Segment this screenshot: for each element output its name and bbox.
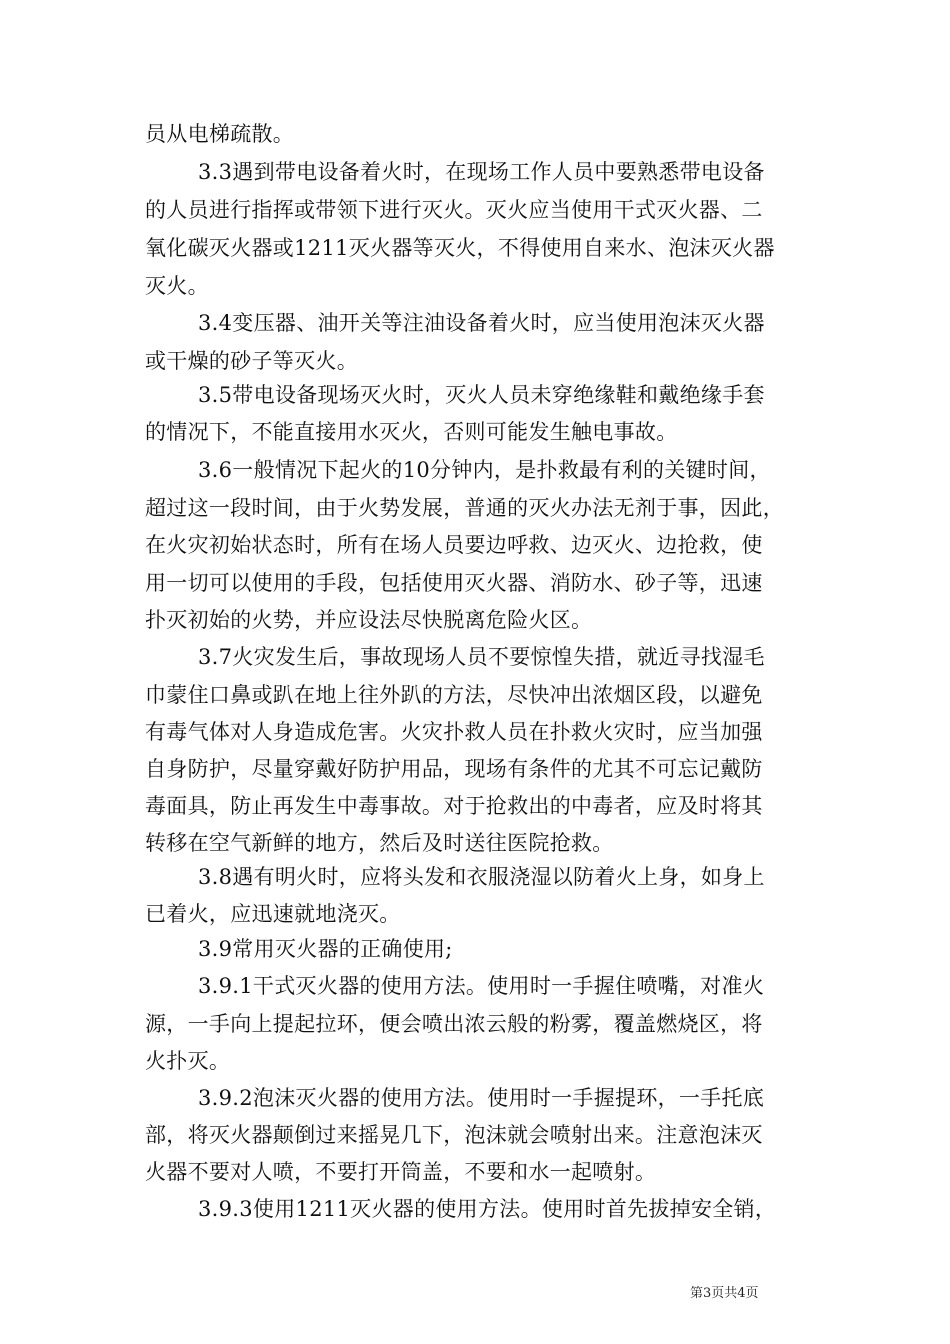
text-line: 在火灾初始状态时，所有在场人员要边呼救、边灭火、边抢救，使 (145, 533, 763, 557)
text-line: 已着火，应迅速就地浇灭。 (145, 902, 401, 926)
text-line: 的人员进行指挥或带领下进行灭火。灭火应当使用干式灭火器、二 (145, 198, 763, 222)
text-line: 源，一手向上提起拉环，便会喷出浓云般的粉雾，覆盖燃烧区，将 (145, 1012, 763, 1036)
text-line: 3.4变压器、油开关等注油设备着火时，应当使用泡沫灭火器 (198, 311, 765, 335)
text-line: 转移在空气新鲜的地方，然后及时送往医院抢救。 (145, 831, 614, 855)
text-line: 火扑灭。 (145, 1049, 231, 1073)
text-line: 3.9.1干式灭火器的使用方法。使用时一手握住喷嘴，对准火 (198, 974, 765, 998)
text-line: 3.6一般情况下起火的10分钟内，是扑救最有利的关键时间， (198, 458, 771, 482)
text-line: 3.7火灾发生后，事故现场人员不要惊惶失措，就近寻找湿毛 (198, 645, 765, 669)
text-line: 3.3遇到带电设备着火时，在现场工作人员中要熟悉带电设备 (198, 160, 765, 184)
text-line: 3.5带电设备现场灭火时，灭火人员未穿绝缘鞋和戴绝缘手套 (198, 383, 765, 407)
text-line: 火器不要对人喷，不要打开筒盖，不要和水一起喷射。 (145, 1160, 657, 1184)
text-line: 3.8遇有明火时，应将头发和衣服浇湿以防着火上身，如身上 (198, 865, 765, 889)
page-number-footer: 第3页共4页 (690, 1286, 759, 1301)
text-line: 的情况下，不能直接用水灭火，否则可能发生触电事故。 (145, 420, 678, 444)
text-line: 有毒气体对人身造成危害。火灾扑救人员在扑救火灾时，应当加强 (145, 720, 763, 744)
text-line: 氧化碳灭火器或1211灭火器等灭火，不得使用自来水、泡沫灭火器 (145, 236, 775, 260)
text-line: 3.9.3使用1211灭火器的使用方法。使用时首先拔掉安全销， (198, 1197, 777, 1221)
text-line: 或干燥的砂子等灭火。 (145, 349, 358, 373)
text-line: 毒面具，防止再发生中毒事故。对于抢救出的中毒者，应及时将其 (145, 794, 763, 818)
text-line: 3.9.2泡沫灭火器的使用方法。使用时一手握提环，一手托底 (198, 1086, 765, 1110)
text-line: 部，将灭火器颠倒过来摇晃几下，泡沫就会喷射出来。注意泡沫灭 (145, 1123, 763, 1147)
text-line: 用一切可以使用的手段，包括使用灭火器、消防水、砂子等，迅速 (145, 571, 763, 595)
text-line: 员从电梯疏散。 (145, 122, 295, 146)
text-line: 3.9常用灭火器的正确使用; (198, 937, 453, 961)
text-line: 扑灭初始的火势，并应设法尽快脱离危险火区。 (145, 608, 593, 632)
text-line: 巾蒙住口鼻或趴在地上往外趴的方法，尽快冲出浓烟区段，以避免 (145, 683, 763, 707)
text-line: 灭火。 (145, 274, 209, 298)
text-line: 超过这一段时间，由于火势发展，普通的灭火办法无剂于事，因此， (145, 496, 784, 520)
text-line: 自身防护，尽量穿戴好防护用品，现场有条件的尤其不可忘记戴防 (145, 757, 763, 781)
